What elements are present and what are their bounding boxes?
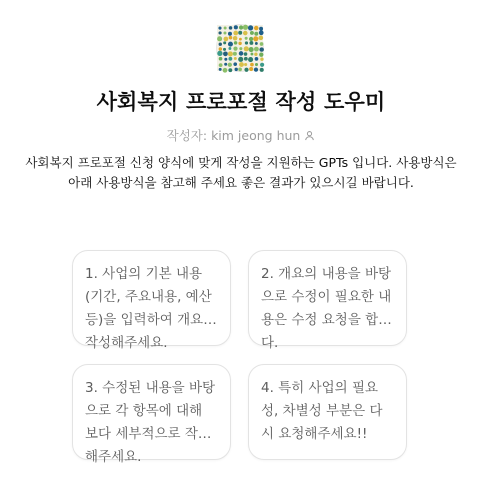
avatar-dot	[238, 31, 242, 35]
avatar-dot	[255, 57, 259, 61]
avatar-dot	[234, 57, 237, 60]
avatar-dot	[243, 25, 248, 30]
avatar-dot	[233, 31, 238, 36]
avatar-dot	[217, 36, 222, 41]
avatar-dot	[244, 63, 247, 66]
avatar-dot	[259, 36, 264, 41]
starter-text: 3. 수정된 내용을 바탕으로 각 항목에 대해 보다 세부적으로 작성해주세요.	[85, 380, 216, 465]
avatar-dot	[228, 63, 232, 67]
starter-card-3[interactable]	[72, 364, 231, 465]
avatar-dot	[238, 42, 241, 45]
gpt-avatar	[216, 24, 264, 72]
avatar-dot	[245, 37, 248, 40]
avatar-dot	[239, 62, 244, 67]
avatar-dot	[249, 37, 253, 41]
avatar-dot	[238, 57, 243, 62]
avatar-dot	[254, 53, 257, 56]
avatar-dot	[223, 68, 228, 73]
author-text: 작성자: kim jeong hun	[166, 128, 301, 143]
avatar-dot	[228, 51, 233, 56]
avatar-dot	[253, 36, 258, 41]
avatar-dot	[233, 52, 237, 56]
avatar-dot	[223, 48, 226, 51]
starter-card-2[interactable]	[248, 250, 407, 351]
avatar-dot	[219, 42, 222, 45]
avatar-dot	[228, 68, 232, 72]
avatar-dot	[239, 51, 244, 56]
description-line-1: 사회복지 프로포절 신청 양식에 맞게 작성을 지원하는 GPTs 입니다. 사용방식은	[25, 155, 457, 170]
avatar-dot	[255, 63, 258, 66]
avatar-dot	[223, 31, 226, 34]
avatar-dot	[244, 68, 248, 72]
avatar-dot	[259, 52, 263, 56]
avatar-dot	[249, 67, 253, 71]
avatar-dot	[223, 51, 228, 56]
avatar-dot	[259, 27, 263, 31]
starter-text: 4. 특히 사업의 필요성, 차별성 부분은 다시 요청해주세요!!	[261, 380, 383, 442]
avatar-dot	[233, 36, 238, 41]
avatar-dot	[243, 31, 248, 36]
avatar-dot	[249, 47, 254, 52]
avatar-dot	[248, 57, 253, 62]
avatar-dot	[233, 47, 237, 51]
avatar-dot	[244, 52, 248, 56]
avatar-dot	[249, 41, 253, 45]
avatar-dot	[234, 25, 238, 29]
avatar-dot	[245, 41, 248, 44]
avatar-dot	[260, 68, 264, 72]
description-line-2: 아래 사용방식을 참고해 주세요 좋은 결과가 있으시길 바랍니다.	[68, 175, 414, 190]
avatar-dot	[223, 41, 226, 44]
avatar-dot	[255, 42, 258, 45]
avatar-dot	[219, 68, 222, 71]
avatar-dot	[224, 37, 229, 42]
avatar-dot	[229, 26, 233, 30]
gpt-description	[10, 153, 472, 193]
avatar-dot	[254, 47, 259, 52]
avatar-dot	[239, 25, 243, 29]
avatar-dot	[260, 57, 263, 60]
color-dots-icon	[217, 25, 263, 71]
avatar-dot	[234, 41, 238, 45]
gpt-title: 사회복지 프로포절 작성 도우미	[96, 90, 386, 114]
starter-card-4[interactable]	[248, 364, 407, 460]
avatar-dot	[224, 27, 227, 30]
avatar-dot	[218, 27, 221, 30]
avatar-dot	[238, 68, 242, 72]
avatar-dot	[244, 57, 248, 61]
gpt-author[interactable]	[0, 126, 482, 144]
avatar-dot	[254, 32, 258, 36]
starter-text: 2. 개요의 내용을 바탕으로 수정이 필요한 내용은 수정 요청을 합니다.	[261, 266, 392, 351]
avatar-dot	[228, 42, 233, 47]
person-icon	[304, 130, 315, 141]
avatar-dot	[250, 63, 254, 67]
avatar-dot	[260, 63, 264, 67]
avatar-dot	[217, 51, 222, 56]
avatar-dot	[259, 30, 264, 35]
avatar-dot	[233, 62, 237, 66]
starter-card-1[interactable]	[72, 250, 231, 351]
avatar-dot	[228, 47, 231, 50]
avatar-dot	[239, 47, 242, 50]
avatar-dot	[228, 57, 232, 61]
avatar-dot	[254, 68, 258, 72]
avatar-dot	[219, 47, 223, 51]
avatar-dot	[224, 58, 227, 61]
avatar-dot	[259, 47, 263, 51]
avatar-dot	[224, 63, 227, 66]
avatar-dot	[254, 26, 259, 31]
avatar-dot	[228, 32, 232, 36]
avatar-dot	[219, 57, 223, 61]
avatar-dot	[244, 46, 249, 51]
avatar-dot	[250, 31, 254, 35]
avatar-dot	[248, 25, 253, 30]
avatar-dot	[229, 36, 233, 40]
avatar-dot	[260, 42, 264, 46]
starter-text: 1. 사업의 기본 내용(기간, 주요내용, 예산 등)을 입력하여 개요를 작성해주세요.	[85, 266, 217, 351]
avatar-dot	[219, 63, 223, 67]
avatar-dot	[250, 53, 253, 56]
avatar-dot	[239, 38, 242, 41]
avatar-dot	[218, 31, 221, 34]
avatar-dot	[235, 68, 238, 71]
